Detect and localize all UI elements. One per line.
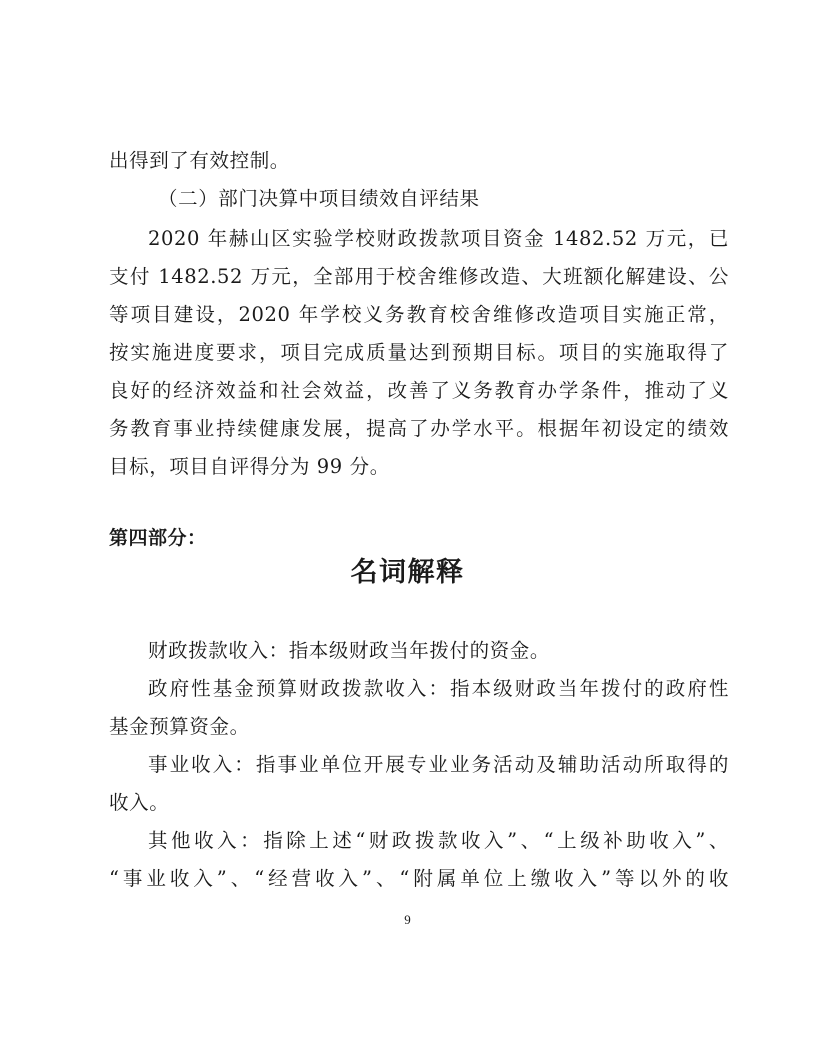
page-number: 9 xyxy=(404,912,411,927)
text-line: 按实施进度要求，项目完成质量达到预期目标。项目的实施取得了 xyxy=(109,341,729,364)
definition-line: 收入。 xyxy=(109,791,170,814)
text-line: 务教育事业持续健康发展，提高了办学水平。根据年初设定的绩效 xyxy=(109,417,729,440)
text-line: 出得到了有效控制。 xyxy=(109,149,290,172)
text-line: 2020 年赫山区实验学校财政拨款项目资金 1482.52 万元，已 xyxy=(148,227,729,250)
definition-line: 其他收入：指除上述“财政拨款收入”、“上级补助收入”、 xyxy=(148,829,729,852)
text-line: 良好的经济效益和社会效益，改善了义务教育办学条件，推动了义 xyxy=(109,379,729,402)
text-line: 等项目建设，2020 年学校义务教育校舍维修改造项目实施正常， xyxy=(109,303,729,326)
definition-line: 财政拨款收入：指本级财政当年拨付的资金。 xyxy=(148,639,551,662)
text-line: 目标，项目自评得分为 99 分。 xyxy=(109,455,390,478)
subsection-heading: （二）部门决算中项目绩效自评结果 xyxy=(158,187,480,210)
definition-line: 政府性基金预算财政拨款收入：指本级财政当年拨付的政府性 xyxy=(148,677,729,700)
definition-line: “事业收入”、“经营收入”、“附属单位上缴收入”等以外的收 xyxy=(109,867,729,890)
section-title: 名词解释 xyxy=(350,557,465,588)
definition-line: 事业收入：指事业单位开展专业业务活动及辅助活动所取得的 xyxy=(148,753,729,776)
definition-line: 基金预算资金。 xyxy=(109,715,250,738)
text-line: 支付 1482.52 万元，全部用于校舍维修改造、大班额化解建设、公 xyxy=(109,265,729,288)
part-heading: 第四部分： xyxy=(109,527,207,549)
